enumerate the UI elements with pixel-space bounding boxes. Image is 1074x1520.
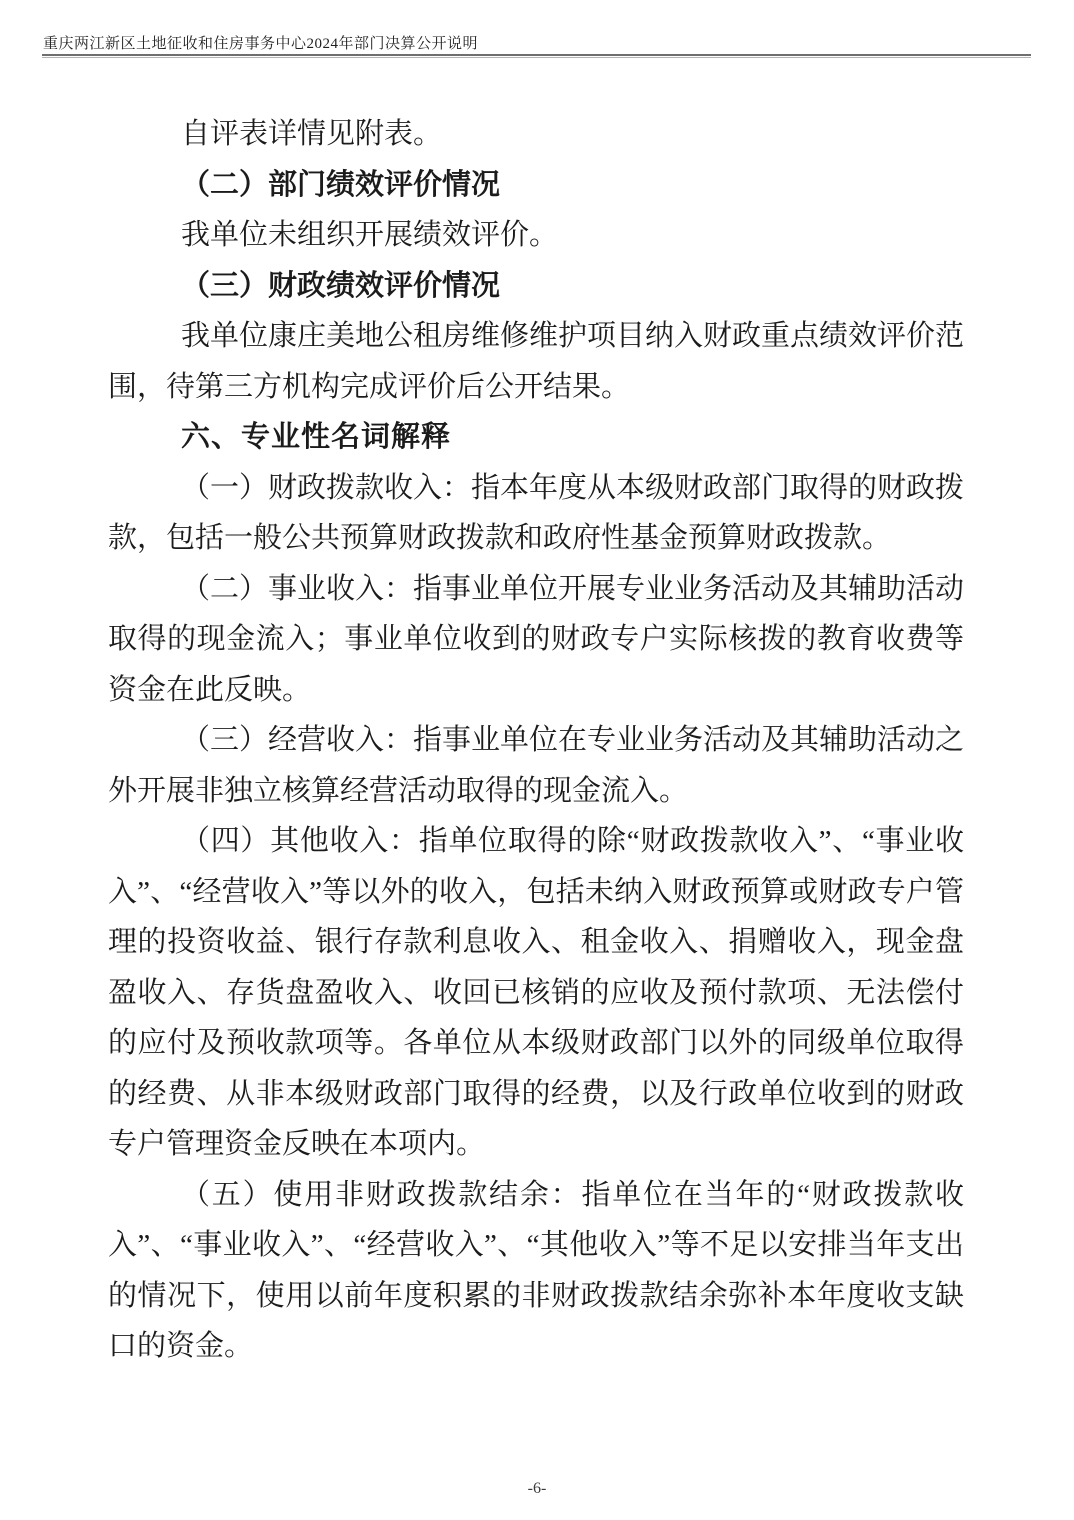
paragraph: 我单位康庄美地公租房维修维护项目纳入财政重点绩效评价范围，待第三方机构完成评价后公开结果。 — [108, 320, 965, 403]
paragraph: （一）财政拨款收入：指本年度从本级财政部门取得的财政拨款，包括一般公共预算财政拨款和政府性基金预算财政拨款。 — [108, 471, 965, 554]
section-heading: 六、专业性名词解释 — [181, 421, 452, 453]
subsection-heading: （三）财政绩效评价情况 — [181, 269, 501, 302]
page-number: -6- — [527, 1480, 547, 1497]
paragraph: （五）使用非财政拨款结余：指单位在当年的“财政拨款收入”、“事业收入”、“经营收入”、“其他收入”等不足以安排当年支出的情况下，使用以前年度积累的非财政拨款结余弥补本年度收支缺口的资金。 — [108, 1178, 964, 1362]
paragraph: （四）其他收入：指单位取得的除“财政拨款收入”、“事业收入”、“经营收入”等以外的收入，包括未纳入财政预算或财政专户管理的投资收益、银行存款利息收入、租金收入、捐赠收入，现金盘盈收入、存货盘盈收入、收回已核销的应收及预付款项、无法偿付的应付及预收款项等。各单位从本级财政部门以外的同级单位取得的经费、从非本级财政部门取得的经费，以及行政单位收到的财政专户管理资金反映在本项内。 — [108, 825, 964, 1160]
header-divider — [42, 54, 1031, 58]
paragraph: 自评表详情见附表。 — [181, 118, 443, 150]
header-title: 重庆两江新区土地征收和住房事务中心2024年部门决算公开说明 — [43, 36, 479, 52]
paragraph: （三）经营收入：指事业单位在专业业务活动及其辅助活动之外开展非独立核算经营活动取得的现金流入。 — [108, 724, 965, 807]
document-body — [108, 109, 964, 1372]
subsection-heading: （二）部门绩效评价情况 — [181, 168, 501, 201]
paragraph: 我单位未组织开展绩效评价。 — [181, 219, 559, 251]
page-footer — [0, 1480, 1074, 1498]
paragraph: （二）事业收入：指事业单位开展专业业务活动及其辅助活动取得的现金流入；事业单位收到的财政专户实际核拨的教育收费等资金在此反映。 — [108, 572, 965, 706]
